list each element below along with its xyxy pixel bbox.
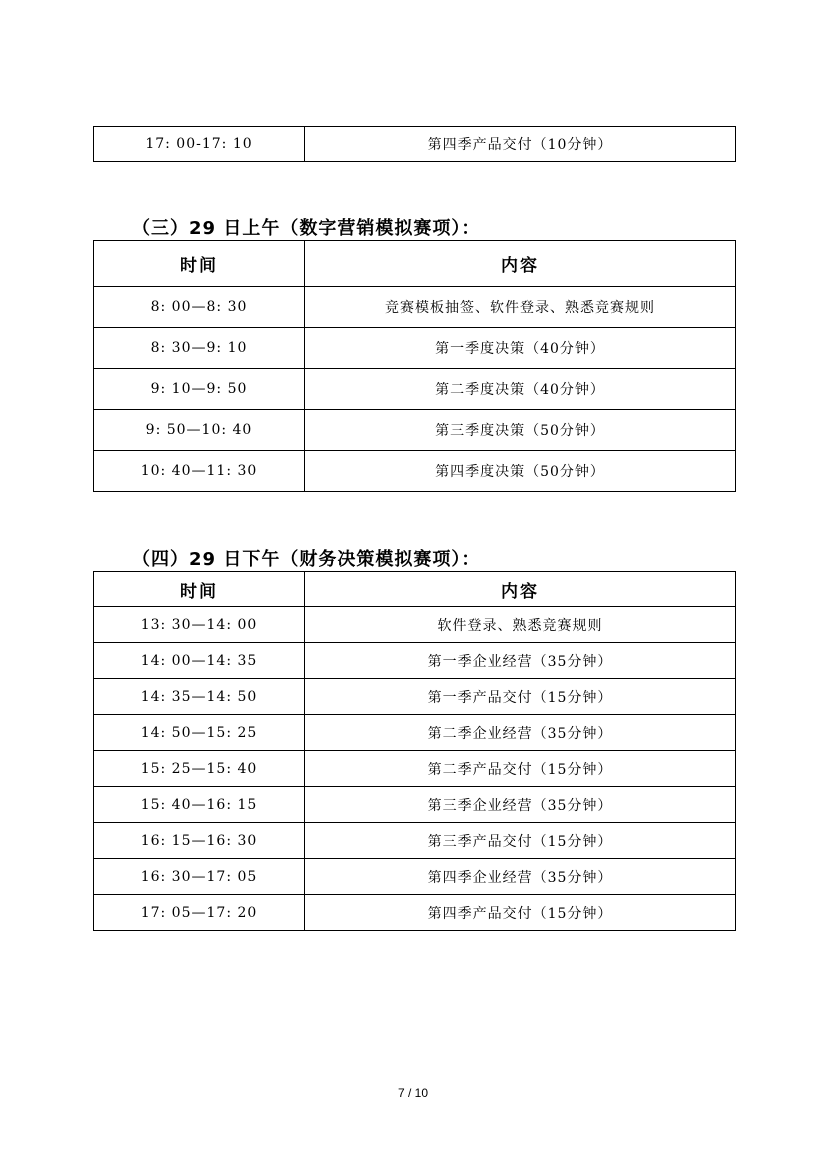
table-row: [94, 859, 736, 895]
header-time: 时间: [94, 572, 305, 607]
time-cell: 14: 35—14: 50: [94, 679, 305, 715]
content-cell: 第二季度决策（40分钟）: [305, 369, 736, 410]
page-number: 7 / 10: [397, 1086, 429, 1100]
content-cell: 第一季度决策（40分钟）: [305, 328, 736, 369]
content-cell: 第四季企业经营（35分钟）: [305, 859, 736, 895]
table-row: [94, 679, 736, 715]
time-cell: 16: 15—16: 30: [94, 823, 305, 859]
section-title-digital-marketing: （三）29 日上午（数字营销模拟赛项）：: [132, 218, 481, 239]
table-header-row: [94, 572, 736, 607]
time-cell: 9: 10—9: 50: [94, 369, 305, 410]
table-row: [94, 895, 736, 931]
time-cell: 15: 40—16: 15: [94, 787, 305, 823]
header-time: 时间: [94, 241, 305, 287]
table-row: [94, 451, 736, 492]
content-cell: 软件登录、熟悉竞赛规则: [305, 607, 736, 643]
schedule-table-continued: [93, 126, 736, 162]
content-cell: 第四季产品交付（10分钟）: [305, 127, 736, 162]
table-row: [94, 607, 736, 643]
section-title-financial-decision: （四）29 日下午（财务决策模拟赛项）：: [132, 549, 481, 570]
content-cell: 第四季产品交付（15分钟）: [305, 895, 736, 931]
table-header-row: [94, 241, 736, 287]
content-cell: 第四季度决策（50分钟）: [305, 451, 736, 492]
table-row: [94, 787, 736, 823]
content-cell: 第一季产品交付（15分钟）: [305, 679, 736, 715]
time-cell: 16: 30—17: 05: [94, 859, 305, 895]
table-row: [94, 643, 736, 679]
content-cell: 第三季度决策（50分钟）: [305, 410, 736, 451]
table-row: [94, 751, 736, 787]
content-cell: 第二季产品交付（15分钟）: [305, 751, 736, 787]
time-cell: 17: 00-17: 10: [94, 127, 305, 162]
time-cell: 15: 25—15: 40: [94, 751, 305, 787]
time-cell: 14: 50—15: 25: [94, 715, 305, 751]
content-cell: 竞赛模板抽签、软件登录、熟悉竞赛规则: [305, 287, 736, 328]
table-row: [94, 328, 736, 369]
table-row: [94, 127, 736, 162]
time-cell: 13: 30—14: 00: [94, 607, 305, 643]
schedule-table-digital-marketing: [93, 240, 736, 492]
time-cell: 14: 00—14: 35: [94, 643, 305, 679]
time-cell: 8: 30—9: 10: [94, 328, 305, 369]
table-row: [94, 369, 736, 410]
content-cell: 第三季产品交付（15分钟）: [305, 823, 736, 859]
header-content: 内容: [305, 241, 736, 287]
time-cell: 9: 50—10: 40: [94, 410, 305, 451]
table-row: [94, 410, 736, 451]
content-cell: 第三季企业经营（35分钟）: [305, 787, 736, 823]
content-cell: 第二季企业经营（35分钟）: [305, 715, 736, 751]
table-row: [94, 823, 736, 859]
table-row: [94, 715, 736, 751]
header-content: 内容: [305, 572, 736, 607]
table-row: [94, 287, 736, 328]
time-cell: 17: 05—17: 20: [94, 895, 305, 931]
time-cell: 10: 40—11: 30: [94, 451, 305, 492]
content-cell: 第一季企业经营（35分钟）: [305, 643, 736, 679]
schedule-table-financial-decision: [93, 571, 736, 931]
time-cell: 8: 00—8: 30: [94, 287, 305, 328]
